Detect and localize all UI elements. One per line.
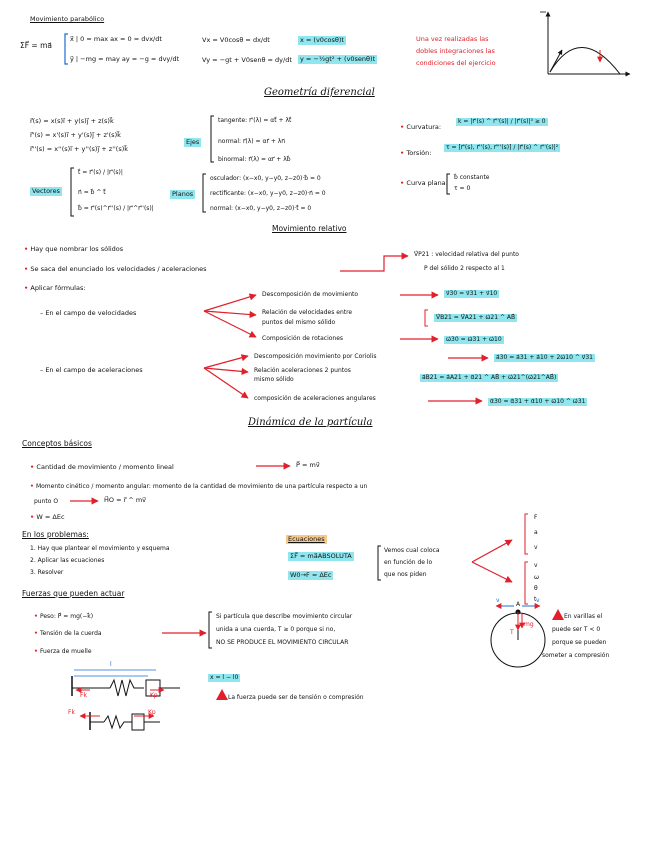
vel-eq-3: ω⃗30 = ω⃗31 + ω⃗10 [446,336,502,343]
diff-geometry-title: Geometría diferencial [264,87,375,98]
vectores-brace [71,168,74,216]
vars-brace-top [525,514,528,554]
vel-item-4: Composición de rotaciones [262,335,344,342]
plano-rectificante: rectificante: (x−x0, y−y0, z−z0)·n⃗ = 0 [210,190,326,197]
r-eq-1: r⃗(s) = x(s)i⃗ + y(s)j⃗ + z(s)k⃗ [30,117,114,125]
label-v-right: v [536,597,540,604]
label-mg: mg [524,621,534,628]
vel-item-2: Relación de velocidades entre [262,309,353,316]
curva-plana-brace [447,174,450,194]
ejes-brace [211,116,214,162]
vemos-1: Vemos cual coloca [384,547,440,554]
rel-bullet-2: • Se saca del enunciado los velocidades / aceleraciones [24,265,207,273]
concepto-1: • Cantidad de movimiento / momento lineal [30,463,174,471]
warning-icon [216,689,228,700]
conceptos-head: Conceptos básicos [22,439,92,448]
campo-vel: – En el campo de velocidades [40,309,137,317]
dynamics-title: Dinámica de la partícula [248,417,373,428]
vectores-label: Vectores [32,187,60,195]
rel-arrow [340,256,408,271]
vel-def-1: V⃗P21 : velocidad relativa del punto [414,251,519,258]
label-t: T [510,629,514,636]
circular-motion-diagram [491,606,545,667]
parabolic-note-1: Una vez realizadas las [416,35,489,43]
concepto-4: • W = ΔEc [30,513,65,521]
acc-item-1: Descomposición movimiento por Coriolis [254,353,377,360]
vemos-branch-bot [472,562,512,582]
concepto-2: • Momento cinético / momento angular: momento de la cantidad de movimiento de una partícula respecto a un [30,483,368,490]
x-solution: x = (v0cosθ)t [300,36,344,44]
var-f: F [534,514,538,521]
ecuacion-1: ΣF⃗ = ma⃗ABSOLUTA [290,552,352,560]
vy-eq: Vy = −gt + V0senθ = dy/dt [202,56,292,64]
label-v-left: v [496,597,500,604]
planos-brace [203,174,206,212]
varilla-note-3: porque se pueden [552,639,607,646]
label-l: l [110,661,112,668]
acc-item-3: mismo sólido [254,376,294,383]
torsion-label: • Torsión: [400,149,432,157]
fuerza-peso: • Peso: P⃗ = mg(−k⃗) [34,613,94,620]
problema-2: 2. Aplicar las ecuaciones [30,557,105,564]
r-eq-3: r⃗''(s) = x''(s)i⃗ + y''(s)j⃗ + z''(s)k⃗ [30,145,129,153]
acc-eq-2: a⃗B21 = a⃗A21 + α⃗21 ^ AB⃗ + ω⃗21^(ω⃗21^AB⃗) [422,374,557,381]
cuerda-note-3: NO SE PRODUCE EL MOVIMIENTO CIRCULAR [216,639,349,646]
fuerza-muelle: • Fuerza de muelle [34,648,92,655]
acc-item-4: composición de aceleraciones angulares [254,395,376,402]
label-a: A [516,601,521,608]
parabolic-brace [65,34,68,64]
var-theta: θ [534,585,538,592]
spring-diagram-top [72,670,180,696]
var-v-bot: v [534,562,538,569]
eq-x: x⃗ | 0 = max ax = 0 = dvx/dt [70,35,162,43]
parabolic-note-3: condiciones del ejercicio [416,59,496,67]
h-eq: H⃗O = r⃗ ^ mv⃗ [104,496,147,504]
label-fk-2: Fk [68,709,75,716]
torsion-eq: τ = [r⃗'(s), r⃗''(s), r⃗'''(s)] / |r⃗'(s) ^ r⃗''(s)|² [446,144,559,151]
ecuacion-2: W0→F = ΔEc [290,571,332,579]
vector-b: b⃗ = r⃗'(s)^r⃗''(s) / |r⃗'^r⃗''(s)| [78,205,154,212]
ejes-label: Ejes [186,138,200,146]
vector-n: n⃗ = b⃗ ^ t⃗ [78,189,106,196]
curvatura-label: • Curvatura: [400,123,442,131]
acc-eq-1: a⃗30 = a⃗31 + a⃗10 + 2ω⃗10 ^ v⃗31 [496,354,593,361]
plano-normal: normal: (x−x0, y−y0, z−z0)·t⃗ = 0 [210,205,312,212]
var-v-top: v [534,544,538,551]
acc-item-2: Relación aceleraciones 2 puntos [254,367,351,374]
eje-normal: normal: r⃗(λ) = αr⃗ + λn⃗ [218,138,286,145]
ecuaciones-label: Ecuaciones [288,535,325,543]
parabolic-note-2: dobles integraciones las [416,47,495,55]
curva-plana-1: b⃗ constante [454,174,490,181]
var-omega: ω [534,574,540,581]
relative-motion-title: Movimiento relativo [272,224,347,233]
acc-branch-2 [204,368,248,372]
warning-icon-varilla [552,609,564,620]
curva-plana-2: τ = 0 [454,185,471,192]
muelle-note: La fuerza puede ser de tensión o compresión [228,694,364,701]
problema-3: 3. Resolver [30,569,64,576]
problemas-head: En los problemas: [22,530,89,539]
problema-1: 1. Hay que plantear el movimiento y esquema [30,545,170,552]
eq-y: y⃗ | −mg = may ay = −g = dvy/dt [70,55,180,63]
eje-tangente: tangente: r⃗'(λ) = αt⃗ + λt⃗ [218,117,292,124]
parabolic-heading: Movimiento parabólico [30,15,105,23]
vel-def-2: P del sólido 2 respecto al 1 [424,265,505,272]
planos-label: Planos [172,190,194,198]
vector-t: t⃗ = r⃗'(s) / |r⃗'(s)| [78,169,123,176]
vel-item-1: Descomposición de movimiento [262,291,359,298]
varilla-note-1: En varillas el [564,613,603,620]
vel-eq-1: v⃗30 = v⃗31 + v⃗10 [446,290,498,297]
varilla-note-2: puede ser T < 0 [552,626,601,633]
acc-branch-3 [204,368,248,398]
fuerza-tension: • Tensión de la cuerda [34,630,102,637]
vel-brace-2 [425,310,428,326]
acc-eq-3: α⃗30 = α⃗31 + α⃗10 + ω⃗10 ^ ω⃗31 [490,398,586,405]
curva-plana-label: • Curva plana: [400,179,448,187]
concepto-3: punto O [34,498,59,505]
plano-osculador: osculador: (x−x0, y−y0, z−z0)·b⃗ = 0 [210,175,321,182]
vemos-branch-top [472,540,512,562]
vel-eq-2: V⃗B21 = V⃗A21 + ω⃗21 ^ AB⃗ [436,314,516,321]
label-kp-2: Kp [148,709,156,716]
vel-item-3: puntos del mismo sólido [262,319,336,326]
var-a: a [534,529,538,536]
fuerzas-head: Fuerzas que pueden actuar [22,589,125,598]
r-eq-2: r⃗'(s) = x'(s)i⃗ + y'(s)j⃗ + z'(s)k⃗ [30,131,121,139]
y-solution: y = −½gt² + (v0senθ)t [300,55,376,63]
campo-acc: – En el campo de aceleraciones [40,366,143,374]
trajectory-diagram [540,12,630,74]
vx-eq: Vx = V0cosθ = dx/dt [202,36,270,44]
sum-force: ΣF⃗ = ma⃗ [20,41,53,50]
vemos-2: en función de lo [384,559,433,566]
var-t: t [534,596,537,603]
p-eq: P⃗ = mv⃗ [296,461,320,469]
acc-branch-1 [204,356,248,368]
vars-brace-bot [525,562,528,604]
varilla-note-4: someter a compresión [542,652,610,659]
rel-bullet-1: • Hay que nombrar los sólidos [24,245,124,253]
eje-binormal: binormal: r⃗(λ) = αr⃗ + λb⃗ [218,156,291,163]
cuerda-note-1: Si partícula que describe movimiento circular [216,613,353,620]
label-kp: Kp [150,692,158,699]
cuerda-note-2: unida a una cuerda, T ≥ 0 porque si no, [216,626,336,633]
rel-bullet-3: • Aplicar fórmulas: [24,284,86,292]
cuerda-brace [209,612,212,648]
vemos-3: que nos piden [384,571,427,578]
curvatura-eq: k = |r⃗'(s) ^ r⃗''(s)| / |r⃗'(s)|³ ≥ 0 [458,118,546,125]
vemos-brace [378,546,381,580]
muelle-eq: x = l − l0 [210,674,239,681]
label-fk: Fk [80,692,87,699]
vel-branch-1 [204,295,256,311]
